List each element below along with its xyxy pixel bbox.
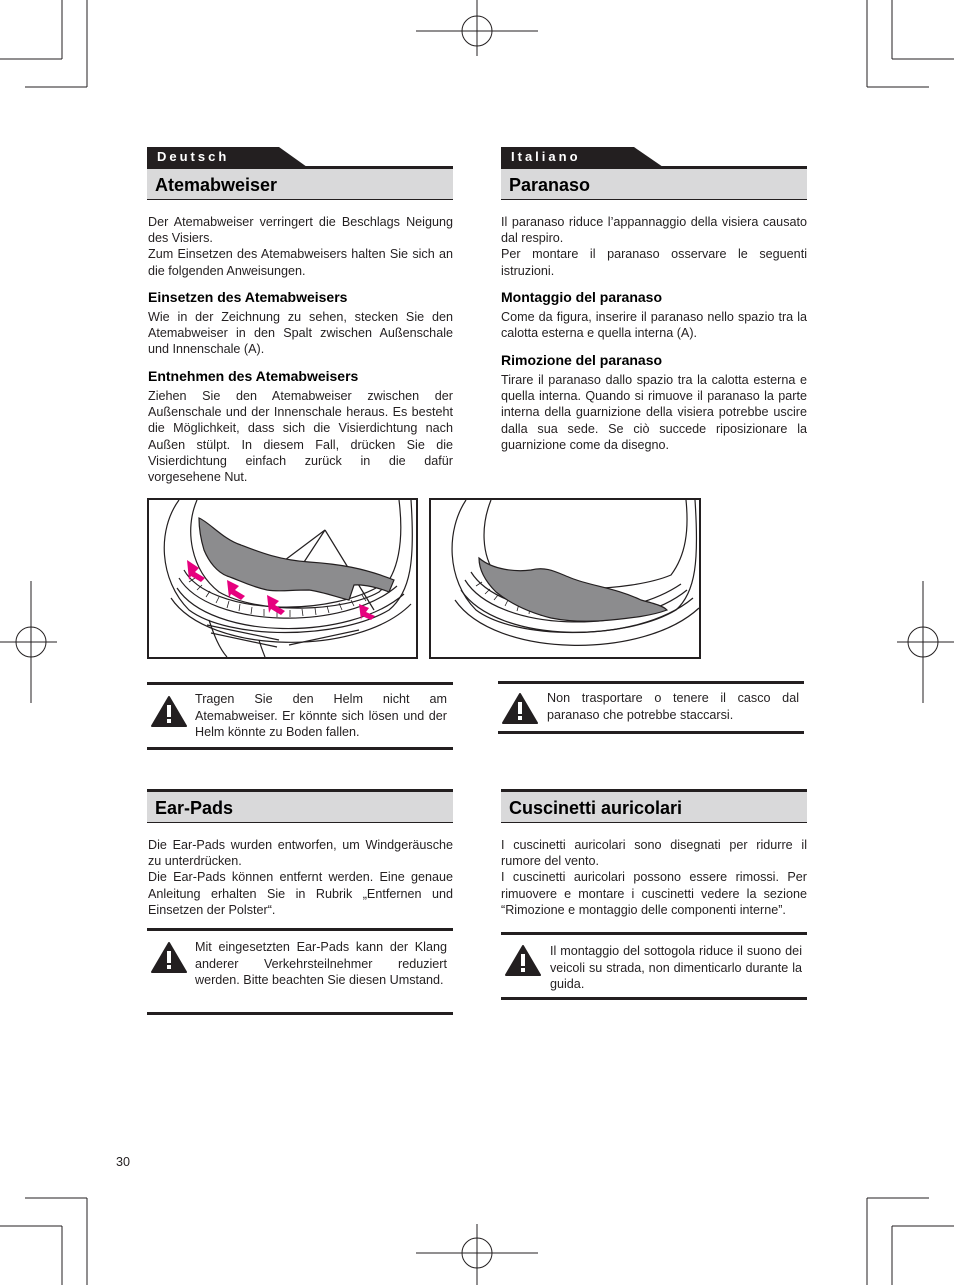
paragraph: Die Ear-Pads wurden entworfen, um Windgeräusche zu unterdrücken. — [148, 838, 453, 869]
registration-mark-icon — [416, 0, 538, 56]
insert-heading-it: Montaggio del paranaso — [501, 289, 663, 305]
section-header-ear-pads-de — [147, 789, 453, 823]
section-title: Atemabweiser — [155, 175, 278, 195]
section-header-breath-deflector-de — [147, 166, 453, 200]
figure-insert-deflector — [147, 498, 418, 659]
breath-intro-it — [501, 214, 807, 279]
warning-icon — [151, 695, 187, 727]
remove-text-de: Ziehen Sie den Atemabweiser zwischen der Außenschale und der Innenschale heraus. Es besteht die Möglichkeit, dass sich die Visierdichtung nach Außen stülpt. In diesem Fall, drücken Sie die Visierdichtung einfach zurück in die dafür vorgesehene Nut. — [148, 389, 453, 485]
warning-box-breath-de — [147, 682, 453, 750]
warning-text: Tragen Sie den Helm nicht am Atemabweiser. Er könnte sich lösen und der Helm könnte zu Boden fallen. — [195, 692, 447, 739]
warning-text: Non trasportare o tenere il casco dal paranaso che potrebbe staccarsi. — [547, 691, 799, 722]
warning-box-breath-it — [498, 681, 804, 734]
page-number: 30 — [116, 1155, 131, 1169]
crop-mark-icon — [867, 1198, 954, 1285]
remove-heading-de: Entnehmen des Atemabweisers — [148, 368, 359, 384]
registration-mark-icon — [0, 581, 57, 703]
language-tab-de — [147, 147, 307, 167]
helmet-illustration-insert — [149, 500, 416, 657]
crop-mark-icon — [0, 1198, 87, 1285]
paragraph: Der Atemabweiser verringert die Beschlags Neigung des Visiers. — [148, 215, 453, 246]
ear-intro-it — [501, 837, 807, 918]
insert-heading-de: Einsetzen des Atemabweisers — [148, 289, 348, 305]
insert-text-it: Come da figura, inserire il paranaso nello spazio tra la calotta esterna e quella interna (A). — [501, 310, 807, 341]
insert-text-de: Wie in der Zeichnung zu sehen, stecken Sie den Atemabweiser in den Spalt zwischen Außenschale und Innenschale (A). — [148, 310, 453, 357]
section-header-breath-deflector-it — [501, 166, 807, 200]
breath-intro-de — [148, 214, 453, 279]
paragraph: I cuscinetti auricolari sono disegnati per ridurre il rumore del vento. — [501, 838, 807, 869]
section-title: Paranaso — [509, 175, 591, 195]
remove-heading-it: Rimozione del paranaso — [501, 352, 663, 368]
warning-box-ear-de — [147, 928, 453, 1015]
section-header-ear-pads-it — [501, 789, 807, 823]
paragraph: Zum Einsetzen des Atemabweisers halten Sie sich an die folgenden Anweisungen. — [148, 247, 453, 278]
helmet-illustration-installed — [431, 500, 699, 657]
figure-deflector-installed — [429, 498, 701, 659]
language-label: Deutsch — [157, 149, 230, 164]
warning-icon — [505, 944, 541, 976]
crop-mark-icon — [867, 0, 954, 87]
section-title: Ear-Pads — [155, 798, 234, 818]
warning-box-ear-it — [501, 932, 807, 1000]
warning-text: Il montaggio del sottogola riduce il suono dei veicoli su strada, non dimenticarlo durante la guida. — [550, 944, 802, 991]
paragraph: I cuscinetti auricolari possono essere rimossi. Per rimuovere e montare i cuscinetti vedere la sezione “Rimozione e montaggio delle componenti interne”. — [501, 870, 807, 917]
warning-icon — [502, 692, 538, 724]
ear-intro-de — [148, 837, 453, 918]
remove-text-it: Tirare il paranaso dallo spazio tra la calotta esterna e quella interna. Quando si rimuove il paranaso la parte interna della guarnizione della visiera potrebbe uscire dalla sua sede. Se ciò succede riposizionare la guarnizione come da disegno. — [501, 373, 807, 452]
registration-mark-icon — [416, 1224, 538, 1285]
language-tab-it — [501, 147, 663, 167]
warning-text: Mit eingesetzten Ear-Pads kann der Klang anderer Verkehrsteilnehmer reduziert werden. Bitte beachten Sie diesen Umstand. — [195, 940, 447, 987]
warning-icon — [151, 941, 187, 973]
paragraph: Il paranaso riduce l’appannaggio della visiera causato dal respiro. — [501, 215, 807, 246]
registration-mark-icon — [897, 581, 954, 703]
section-title: Cuscinetti auricolari — [509, 798, 683, 818]
crop-mark-icon — [0, 0, 87, 87]
paragraph: Per montare il paranaso osservare le seguenti istruzioni. — [501, 247, 807, 278]
paragraph: Die Ear-Pads können entfernt werden. Eine genaue Anleitung erhalten Sie in Rubrik „Entfernen und Einsetzen der Polster“. — [148, 870, 453, 917]
language-label: Italiano — [511, 149, 581, 164]
